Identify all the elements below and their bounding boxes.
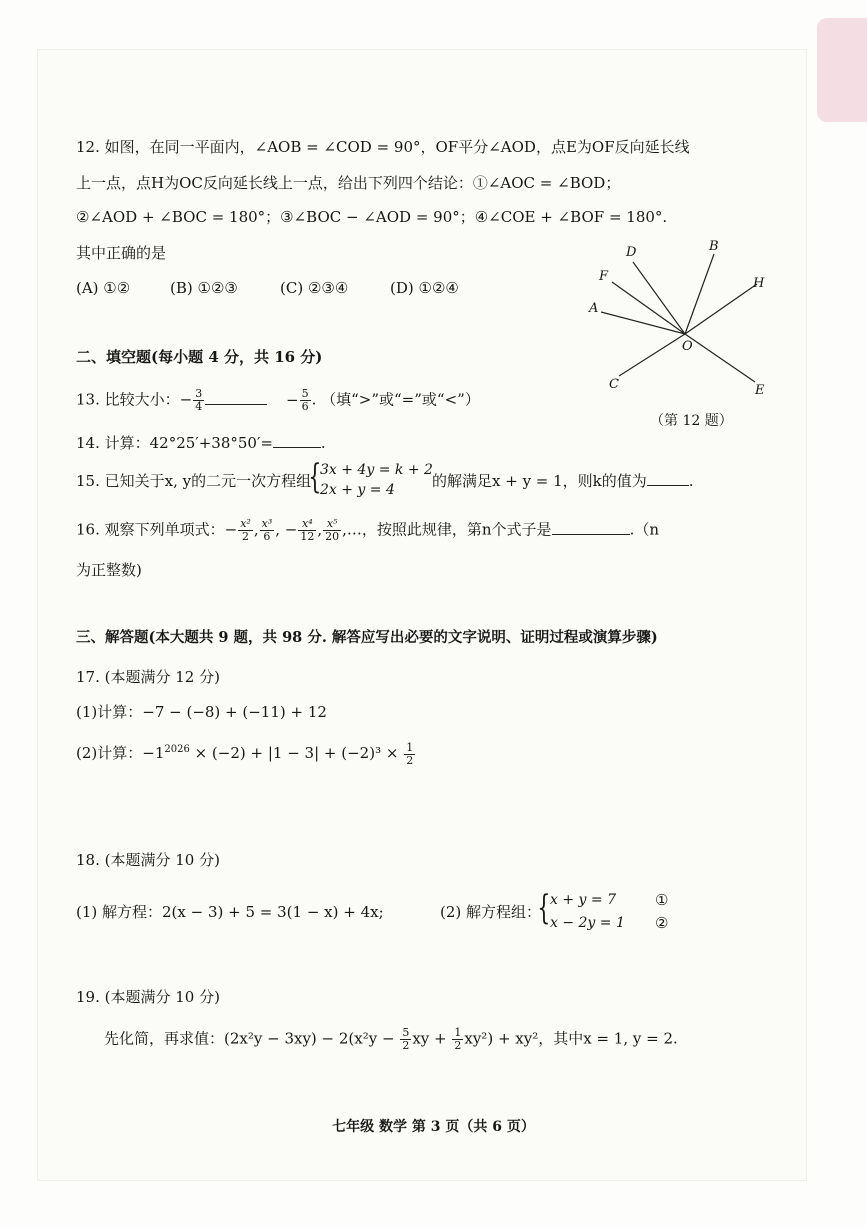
- q13-frac2-den: 6: [301, 400, 309, 413]
- q15-brace: {: [308, 457, 322, 497]
- q14-text: 14. 计算：42°25′+38°50′=: [76, 434, 273, 452]
- q17-part1: (1)计算：−7 − (−8) + (−11) + 12: [76, 703, 327, 721]
- q18-tag2: ②: [655, 914, 669, 932]
- q15-prefix: 15. 已知关于x, y的二元一次方程组: [76, 472, 312, 490]
- q16-term3-sign: , −: [275, 520, 298, 539]
- q12-line1: 12. 如图，在同一平面内，∠AOB = ∠COD = 90°，OF平分∠AOD，点E为OF反向延长线: [76, 138, 690, 156]
- q19-f1-num: 5: [402, 1026, 410, 1039]
- q16-term4-den: 20: [325, 530, 340, 543]
- q13-answer-blank[interactable]: [205, 390, 267, 405]
- ray-oh: [685, 284, 757, 334]
- q16-term2-num: x³: [261, 517, 273, 530]
- q14-line: 14. 计算：42°25′+38°50′= .: [76, 434, 326, 452]
- q17-part2-fraction: [404, 742, 415, 767]
- q16-term1: [238, 518, 253, 543]
- q18-eq1: x + y = 7: [550, 892, 616, 908]
- q16-line: [76, 518, 659, 543]
- q17-frac-num: 1: [406, 740, 414, 754]
- q17-frac-den: 2: [406, 753, 414, 767]
- q16-suffix: .（n: [629, 520, 659, 539]
- label-e: E: [755, 383, 765, 398]
- q18-brace: {: [537, 888, 551, 928]
- q15-suffix-line: 的解满足x + y = 1，则k的值为 .: [432, 472, 694, 490]
- q19-body: [104, 1027, 678, 1052]
- q16-term3-den: 12: [300, 530, 315, 543]
- q12-option-d: (D) ①②④: [390, 279, 459, 297]
- label-a: A: [589, 301, 599, 316]
- q16-term4-sign: ,: [317, 520, 323, 539]
- q18-head: 18. (本题满分 10 分): [76, 851, 220, 869]
- q16-term3-num: x⁴: [298, 518, 316, 531]
- q12-option-a: (A) ①②: [76, 279, 131, 297]
- q13-frac1-num: 3: [195, 387, 203, 400]
- q15-eq2: 2x + y = 4: [320, 482, 395, 498]
- label-c: C: [609, 377, 619, 392]
- q16-term4: [323, 518, 341, 543]
- q16-term3: [298, 518, 316, 543]
- q16-term2-sign: ,: [253, 520, 259, 539]
- q16-term1-num: x²: [240, 517, 251, 530]
- q12-angle-figure: [575, 240, 775, 400]
- q12-option-c: (C) ②③④: [280, 279, 349, 297]
- label-o: O: [682, 339, 693, 354]
- q19-suffix: xy²) + xy²，其中x = 1, y = 2.: [464, 1029, 678, 1048]
- q16-term1-sign: −: [224, 520, 238, 539]
- q17-part2: [76, 740, 416, 767]
- q12-line3: ②∠AOD + ∠BOC = 180°；③∠BOC − ∠AOD = 90°；④∠COE + ∠BOF = 180°.: [76, 208, 668, 226]
- q17-head: 17. (本题满分 12 分): [76, 668, 220, 686]
- q19-fraction-1: [400, 1027, 411, 1052]
- q16-term2-den: 6: [263, 530, 271, 543]
- page-footer: 七年级 数学 第 3 页（共 6 页）: [332, 1119, 535, 1135]
- q13-line: [76, 388, 480, 413]
- q12-line2: 上一点，点H为OC反向延长线上一点，给出下列四个结论：①∠AOC = ∠BOD；: [76, 174, 621, 192]
- q13-fraction-2: [300, 388, 311, 413]
- q16-term2: [260, 518, 275, 543]
- q19-prefix: 先化简，再求值：(2x²y − 3xy) − 2(x²y −: [104, 1029, 400, 1048]
- ray-od: [633, 262, 685, 334]
- q16-mid: ,…，按照此规律，第n个式子是: [342, 520, 552, 539]
- q15-eq1: 3x + 4y = k + 2: [320, 462, 433, 478]
- section3-title: 三、解答题(本大题共 9 题，共 98 分. 解答应写出必要的文字说明、证明过程或演算步骤): [76, 629, 658, 646]
- q19-f2-num: 1: [454, 1026, 462, 1039]
- label-b: B: [709, 240, 719, 254]
- q13-frac1-den: 4: [195, 400, 203, 413]
- section2-title: 二、填空题(每小题 4 分，共 16 分): [76, 348, 323, 366]
- ray-oa: [601, 312, 685, 334]
- q15-suffix: 的解满足x + y = 1，则k的值为: [432, 472, 647, 490]
- q17-part2-mid: × (−2) + |1 − 3| + (−2)³ ×: [189, 744, 404, 762]
- q12-option-b: (B) ①②③: [170, 279, 238, 297]
- label-d: D: [626, 245, 637, 260]
- q16-answer-blank[interactable]: [552, 520, 630, 535]
- q16-term1-den: 2: [242, 530, 250, 543]
- q19-mid: xy +: [412, 1029, 452, 1048]
- q13-mid: −: [285, 390, 299, 409]
- q12-prompt: 其中正确的是: [76, 244, 167, 262]
- q18-part2-prefix: (2) 解方程组：: [440, 903, 542, 921]
- ray-oc: [619, 334, 685, 376]
- label-h: H: [753, 276, 765, 291]
- q16-prefix: 16. 观察下列单项式：: [76, 520, 225, 539]
- q14-answer-blank[interactable]: [273, 433, 321, 448]
- q13-fraction-1: [193, 388, 204, 413]
- q18-part1: (1) 解方程：2(x − 3) + 5 = 3(1 − x) + 4x;: [76, 903, 384, 921]
- q13-prefix: 13. 比较大小：−: [76, 390, 193, 409]
- q13-suffix: . （填“>”或“=”或“<”）: [311, 390, 480, 409]
- q17-part2-prefix: (2)计算：−1: [76, 744, 165, 762]
- page-tab-marker: [817, 18, 867, 122]
- ray-of: [612, 282, 685, 334]
- q12-caption: （第 12 题）: [650, 413, 733, 429]
- q18-tag1: ①: [655, 891, 669, 909]
- q15-answer-blank[interactable]: [647, 471, 689, 486]
- q19-f1-den: 2: [402, 1039, 410, 1052]
- q19-head: 19. (本题满分 10 分): [76, 988, 220, 1006]
- q16-term4-num: x⁵: [323, 518, 341, 531]
- ray-oe: [685, 334, 755, 382]
- q18-eq2: x − 2y = 1: [550, 915, 625, 931]
- q19-fraction-2: [452, 1027, 463, 1052]
- q17-part2-exponent: 2026: [164, 744, 190, 755]
- q13-frac2-num: 5: [301, 387, 309, 400]
- q19-f2-den: 2: [454, 1039, 462, 1052]
- q16-line2: 为正整数): [76, 561, 142, 579]
- label-f: F: [599, 269, 609, 284]
- ray-ob: [685, 254, 714, 334]
